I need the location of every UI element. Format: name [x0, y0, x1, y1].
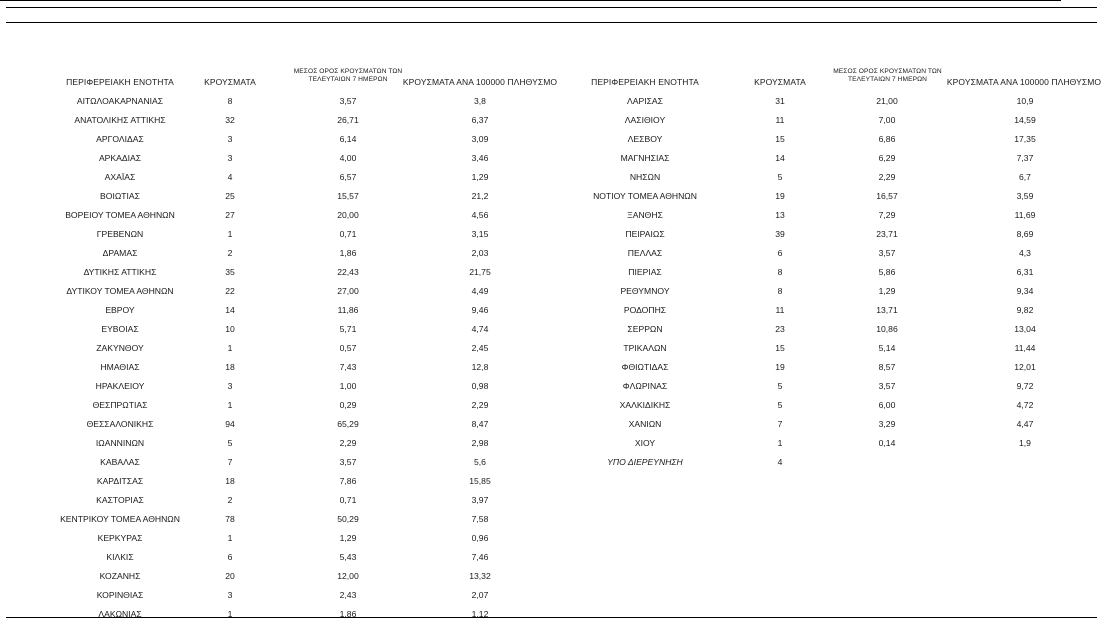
cases-cell: 25 [225, 191, 235, 201]
avg-cell: 5,86 [878, 267, 896, 277]
avg-cell: 5,71 [339, 324, 357, 334]
table-row [0, 110, 590, 129]
per100k-cell: 9,34 [1016, 286, 1034, 296]
per100k-cell: 12,01 [1014, 362, 1036, 372]
per100k-cell: 2,98 [471, 438, 489, 448]
table-row [0, 281, 590, 300]
per100k-cell: 4,49 [471, 286, 489, 296]
per100k-cell: 11,69 [1014, 210, 1036, 220]
per100k-cell: 11,44 [1014, 343, 1036, 353]
cases-cell: 1 [227, 533, 233, 543]
per100k-cell: 6,7 [1019, 172, 1031, 182]
per100k-cell: 4,47 [1016, 419, 1034, 429]
region-cell: ΚΕΡΚΥΡΑΣ [97, 533, 143, 543]
per100k-cell: 7,46 [471, 552, 489, 562]
avg-cell: 0,14 [878, 438, 896, 448]
per100k-cell: 2,07 [471, 590, 489, 600]
region-cell: ΘΕΣΠΡΩΤΙΑΣ [92, 400, 148, 410]
avg-cell: 15,57 [337, 191, 359, 201]
table-row [0, 604, 590, 623]
cases-cell: 35 [225, 267, 235, 277]
avg-cell: 0,71 [339, 229, 357, 239]
region-cell: ΜΑΓΝΗΣΙΑΣ [620, 153, 670, 163]
cases-cell: 18 [225, 476, 235, 486]
avg-cell: 1,29 [878, 286, 896, 296]
per100k-cell: 17,35 [1014, 134, 1036, 144]
cases-cell: 15 [775, 134, 785, 144]
cases-cell: 4 [777, 457, 783, 467]
cases-cell: 1 [227, 229, 233, 239]
table-row [0, 414, 590, 433]
region-cell: ΛΑΚΩΝΙΑΣ [98, 609, 142, 619]
cases-cell: 14 [775, 153, 785, 163]
cases-cell: 5 [777, 172, 783, 182]
table-row [0, 186, 590, 205]
table-row [560, 243, 1103, 262]
cases-cell: 4 [227, 172, 233, 182]
avg-cell: 7,43 [339, 362, 357, 372]
cases-cell: 23 [775, 324, 785, 334]
table-row [560, 186, 1103, 205]
avg-cell: 11,86 [337, 305, 359, 315]
cases-cell: 3 [227, 381, 233, 391]
per100k-cell: 21,2 [471, 191, 489, 201]
region-cell: ΝΟΤΙΟΥ ΤΟΜΕΑ ΑΘΗΝΩΝ [593, 191, 697, 201]
region-cell: ΑΡΓΟΛΙΔΑΣ [96, 134, 144, 144]
region-cell: ΔΥΤΙΚΟΥ ΤΟΜΕΑ ΑΘΗΝΩΝ [66, 286, 174, 296]
table-row [0, 376, 590, 395]
avg-cell: 5,43 [339, 552, 357, 562]
table-row [560, 205, 1103, 224]
cases-cell: 19 [775, 191, 785, 201]
cases-cell: 15 [775, 343, 785, 353]
region-cell: ΚΑΣΤΟΡΙΑΣ [96, 495, 144, 505]
region-cell: ΠΕΛΛΑΣ [627, 248, 663, 258]
region-cell: ΑΡΚΑΔΙΑΣ [98, 153, 142, 163]
cases-cell: 39 [775, 229, 785, 239]
per100k-cell: 0,98 [471, 381, 489, 391]
cases-cell: 10 [225, 324, 235, 334]
region-cell: ΚΟΡΙΝΘΙΑΣ [96, 590, 144, 600]
region-cell: ΚΑΡΔΙΤΣΑΣ [96, 476, 144, 486]
region-cell: ΙΩΑΝΝΙΝΩΝ [95, 438, 145, 448]
avg-cell: 6,29 [878, 153, 896, 163]
table-row [0, 205, 590, 224]
region-cell: ΛΕΣΒΟΥ [627, 134, 663, 144]
avg-cell: 3,29 [878, 419, 896, 429]
table-row [560, 129, 1103, 148]
region-cell: ΛΑΣΙΘΙΟΥ [624, 115, 666, 125]
region-cell: ΚΕΝΤΡΙΚΟΥ ΤΟΜΕΑ ΑΘΗΝΩΝ [60, 514, 180, 524]
region-cell: ΡΕΘΥΜΝΟΥ [620, 286, 670, 296]
cases-cell: 94 [225, 419, 235, 429]
region-cell: ΒΟΡΕΙΟΥ ΤΟΜΕΑ ΑΘΗΝΩΝ [65, 210, 175, 220]
right-table [560, 91, 1103, 471]
per100k-cell: 6,37 [471, 115, 489, 125]
table-row [560, 376, 1103, 395]
per100k-cell: 2,29 [471, 400, 489, 410]
cases-cell: 11 [775, 305, 785, 315]
table-row [560, 300, 1103, 319]
left-header-avg-line1: ΜΕΣΟΣ ΟΡΟΣ ΚΡΟΥΣΜΑΤΩΝ ΤΩΝ [293, 68, 403, 75]
avg-cell: 26,71 [337, 115, 359, 125]
avg-cell: 4,00 [339, 153, 357, 163]
cases-cell: 1 [227, 400, 233, 410]
table-row [0, 452, 590, 471]
table-row [560, 91, 1103, 110]
region-cell: ΗΜΑΘΙΑΣ [100, 362, 140, 372]
table-row [560, 338, 1103, 357]
per100k-cell: 21,75 [469, 267, 491, 277]
header-underline [0, 0, 1061, 1]
region-cell: ΗΡΑΚΛΕΙΟΥ [95, 381, 145, 391]
per100k-cell: 4,74 [471, 324, 489, 334]
avg-cell: 50,29 [337, 514, 359, 524]
table-row [0, 300, 590, 319]
region-cell: ΥΠΟ ΔΙΕΡΕΥΝΗΣΗ [607, 457, 683, 467]
avg-cell: 3,57 [339, 457, 357, 467]
avg-cell: 0,57 [339, 343, 357, 353]
cases-cell: 6 [777, 248, 783, 258]
region-cell: ΕΥΒΟΙΑΣ [101, 324, 139, 334]
avg-cell: 1,00 [339, 381, 357, 391]
table-row [0, 319, 590, 338]
avg-cell: 23,71 [876, 229, 898, 239]
table-row [560, 281, 1103, 300]
table-row [0, 91, 590, 110]
region-cell: ΞΑΝΘΗΣ [627, 210, 663, 220]
avg-cell: 6,00 [878, 400, 896, 410]
avg-cell: 3,57 [339, 96, 357, 106]
table-row [560, 148, 1103, 167]
region-cell: ΧΑΛΚΙΔΙΚΗΣ [619, 400, 671, 410]
per100k-cell: 15,85 [469, 476, 491, 486]
table-row [560, 110, 1103, 129]
avg-cell: 5,14 [878, 343, 896, 353]
cases-cell: 1 [227, 343, 233, 353]
left-table [0, 91, 590, 623]
region-cell: ΧΙΟΥ [634, 438, 656, 448]
per100k-cell: 9,46 [471, 305, 489, 315]
cases-cell: 3 [227, 134, 233, 144]
per100k-cell: 2,03 [471, 248, 489, 258]
avg-cell: 1,86 [339, 609, 357, 619]
region-cell: ΣΕΡΡΩΝ [627, 324, 663, 334]
avg-cell: 3,57 [878, 248, 896, 258]
cases-cell: 14 [225, 305, 235, 315]
cases-cell: 78 [225, 514, 235, 524]
avg-cell: 6,86 [878, 134, 896, 144]
cases-cell: 8 [777, 286, 783, 296]
table-row [0, 148, 590, 167]
table-row [560, 452, 1103, 471]
cases-cell: 5 [227, 438, 233, 448]
avg-cell: 8,57 [878, 362, 896, 372]
avg-cell: 2,29 [339, 438, 357, 448]
per100k-cell: 3,09 [471, 134, 489, 144]
per100k-cell: 4,3 [1019, 248, 1031, 258]
per100k-cell: 13,32 [469, 571, 491, 581]
region-cell: ΔΥΤΙΚΗΣ ΑΤΤΙΚΗΣ [83, 267, 157, 277]
per100k-cell: 3,59 [1016, 191, 1034, 201]
cases-cell: 11 [775, 115, 785, 125]
cases-cell: 8 [777, 267, 783, 277]
left-header-avg-line2: ΤΕΛΕΥΤΑΙΩΝ 7 ΗΜΕΡΩΝ [308, 76, 388, 83]
cases-cell: 7 [227, 457, 233, 467]
cases-cell: 2 [227, 495, 233, 505]
per100k-cell: 3,46 [471, 153, 489, 163]
per100k-cell: 9,82 [1016, 305, 1034, 315]
avg-cell: 27,00 [337, 286, 359, 296]
region-cell: ΔΡΑΜΑΣ [102, 248, 138, 258]
region-cell: ΤΡΙΚΑΛΩΝ [623, 343, 667, 353]
per100k-cell: 8,69 [1016, 229, 1034, 239]
cases-cell: 1 [777, 438, 783, 448]
table-row [0, 395, 590, 414]
region-cell: ΑΙΤΩΛΟΑΚΑΡΝΑΝΙΑΣ [76, 96, 164, 106]
cases-cell: 31 [775, 96, 785, 106]
table-row [0, 547, 590, 566]
table-row [0, 338, 590, 357]
avg-cell: 10,86 [876, 324, 898, 334]
table-row [560, 414, 1103, 433]
cases-cell: 3 [227, 153, 233, 163]
per100k-cell: 3,97 [471, 495, 489, 505]
per100k-cell: 0,96 [471, 533, 489, 543]
table-row [0, 585, 590, 604]
per100k-cell: 1,29 [471, 172, 489, 182]
cases-cell: 27 [225, 210, 235, 220]
per100k-cell: 10,9 [1016, 96, 1034, 106]
table-row [0, 243, 590, 262]
per100k-cell: 7,58 [471, 514, 489, 524]
avg-cell: 0,71 [339, 495, 357, 505]
per100k-cell: 3,15 [471, 229, 489, 239]
per100k-cell: 4,56 [471, 210, 489, 220]
avg-cell: 7,86 [339, 476, 357, 486]
right-header-per100k: ΚΡΟΥΣΜΑΤΑ ΑΝΑ 100000 ΠΛΗΘΥΣΜΟ [946, 77, 1102, 87]
per100k-cell: 3,8 [474, 96, 486, 106]
region-cell: ΚΙΛΚΙΣ [106, 552, 134, 562]
table-row [0, 566, 590, 585]
right-header-region: ΠΕΡΙΦΕΡΕΙΑΚΗ ΕΝΟΤΗΤΑ [591, 77, 699, 87]
avg-cell: 21,00 [876, 96, 898, 106]
avg-cell: 1,29 [339, 533, 357, 543]
per100k-cell: 7,37 [1016, 153, 1034, 163]
table-row [0, 357, 590, 376]
per100k-cell: 1,9 [1019, 438, 1031, 448]
region-cell: ΠΕΙΡΑΙΩΣ [625, 229, 665, 239]
right-header-avg-line2: ΤΕΛΕΥΤΑΙΩΝ 7 ΗΜΕΡΩΝ [847, 76, 928, 83]
per100k-cell: 1,12 [471, 609, 489, 619]
cases-cell: 5 [777, 381, 783, 391]
region-cell: ΝΗΣΩΝ [629, 172, 661, 182]
cases-cell: 5 [777, 400, 783, 410]
region-cell: ΓΡΕΒΕΝΩΝ [96, 229, 144, 239]
left-header-region: ΠΕΡΙΦΕΡΕΙΑΚΗ ΕΝΟΤΗΤΑ [66, 77, 174, 87]
per100k-cell: 5,6 [474, 457, 486, 467]
avg-cell: 16,57 [876, 191, 898, 201]
cases-cell: 32 [225, 115, 235, 125]
table-row [0, 262, 590, 281]
cases-cell: 6 [227, 552, 233, 562]
region-cell: ΖΑΚΥΝΘΟΥ [96, 343, 144, 353]
region-cell: ΚΑΒΑΛΑΣ [100, 457, 140, 467]
cases-cell: 22 [225, 286, 235, 296]
table-row [560, 357, 1103, 376]
table-row [560, 395, 1103, 414]
region-cell: ΛΑΡΙΣΑΣ [627, 96, 663, 106]
table-row [0, 433, 590, 452]
top-border-line [6, 7, 1097, 8]
region-cell: ΚΟΖΑΝΗΣ [99, 571, 141, 581]
top-border-line-2 [6, 22, 1097, 23]
avg-cell: 13,71 [876, 305, 898, 315]
avg-cell: 1,86 [339, 248, 357, 258]
region-cell: ΠΙΕΡΙΑΣ [628, 267, 662, 277]
region-cell: ΑΧΑΪΑΣ [104, 172, 136, 182]
region-cell: ΘΕΣΣΑΛΟΝΙΚΗΣ [86, 419, 154, 429]
per100k-cell: 12,8 [471, 362, 489, 372]
avg-cell: 2,43 [339, 590, 357, 600]
avg-cell: 12,00 [337, 571, 359, 581]
cases-cell: 20 [225, 571, 235, 581]
per100k-cell: 9,72 [1016, 381, 1034, 391]
avg-cell: 2,29 [878, 172, 896, 182]
avg-cell: 7,00 [878, 115, 896, 125]
per100k-cell: 2,45 [471, 343, 489, 353]
avg-cell: 65,29 [337, 419, 359, 429]
left-header-avg [292, 68, 404, 84]
left-header-per100k: ΚΡΟΥΣΜΑΤΑ ΑΝΑ 100000 ΠΛΗΘΥΣΜΟ [402, 77, 558, 87]
avg-cell: 20,00 [337, 210, 359, 220]
region-cell: ΦΛΩΡΙΝΑΣ [622, 381, 668, 391]
per100k-cell: 14,59 [1014, 115, 1036, 125]
avg-cell: 3,57 [878, 381, 896, 391]
cases-cell: 19 [775, 362, 785, 372]
avg-cell: 6,14 [339, 134, 357, 144]
cases-cell: 18 [225, 362, 235, 372]
per100k-cell: 4,72 [1016, 400, 1034, 410]
table-row [560, 319, 1103, 338]
right-header-avg [830, 68, 945, 84]
per100k-cell: 13,04 [1014, 324, 1036, 334]
cases-cell: 2 [227, 248, 233, 258]
cases-cell: 8 [227, 96, 233, 106]
table-row [0, 167, 590, 186]
right-header-cases: ΚΡΟΥΣΜΑΤΑ [754, 77, 806, 87]
per100k-cell: 6,31 [1016, 267, 1034, 277]
region-cell: ΡΟΔΟΠΗΣ [623, 305, 667, 315]
table-row [560, 167, 1103, 186]
region-cell: ΧΑΝΙΩΝ [628, 419, 662, 429]
table-row [560, 433, 1103, 452]
table-row [560, 262, 1103, 281]
avg-cell: 0,29 [339, 400, 357, 410]
avg-cell: 6,57 [339, 172, 357, 182]
cases-cell: 3 [227, 590, 233, 600]
right-header-avg-line1: ΜΕΣΟΣ ΟΡΟΣ ΚΡΟΥΣΜΑΤΩΝ ΤΩΝ [833, 68, 942, 75]
per100k-cell: 8,47 [471, 419, 489, 429]
cases-cell: 1 [227, 609, 233, 619]
left-header-cases: ΚΡΟΥΣΜΑΤΑ [204, 77, 256, 87]
region-cell: ΕΒΡΟΥ [105, 305, 135, 315]
table-row [560, 224, 1103, 243]
avg-cell: 7,29 [878, 210, 896, 220]
table-row [0, 528, 590, 547]
table-row [0, 471, 590, 490]
region-cell: ΒΟΙΩΤΙΑΣ [100, 191, 140, 201]
table-row [0, 490, 590, 509]
region-cell: ΑΝΑΤΟΛΙΚΗΣ ΑΤΤΙΚΗΣ [74, 115, 166, 125]
avg-cell: 22,43 [337, 267, 359, 277]
region-cell: ΦΘΙΩΤΙΔΑΣ [621, 362, 669, 372]
table-row [0, 224, 590, 243]
table-row [0, 129, 590, 148]
cases-cell: 7 [777, 419, 783, 429]
table-row [0, 509, 590, 528]
cases-cell: 13 [775, 210, 785, 220]
